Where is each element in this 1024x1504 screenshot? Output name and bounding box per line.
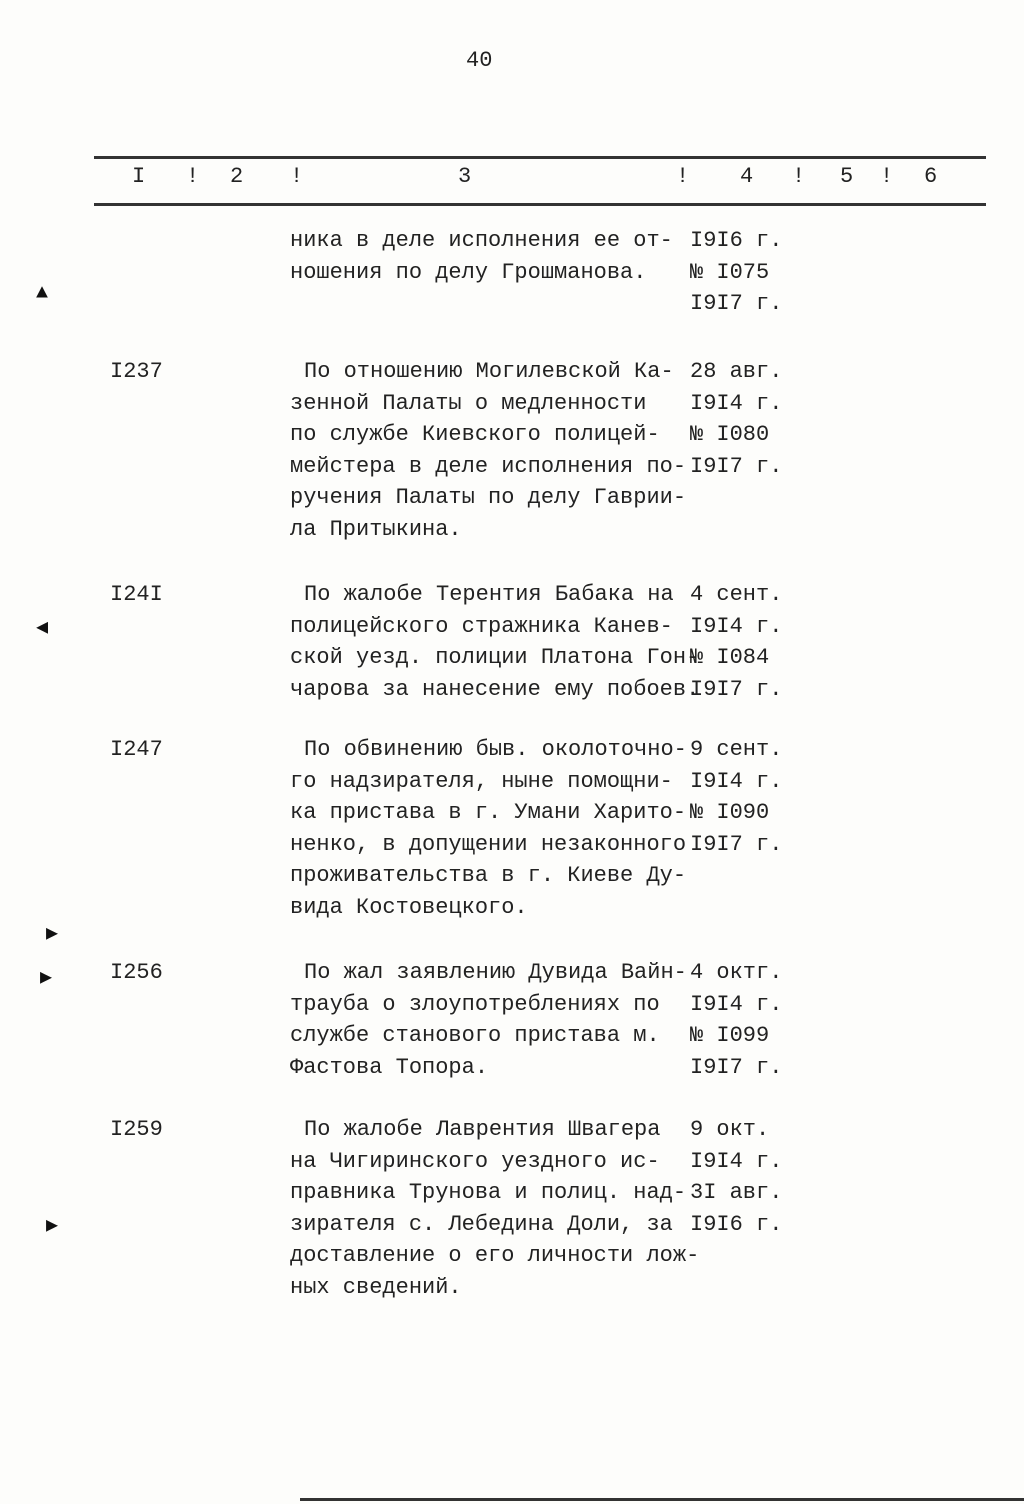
date-line: I9I4 г. <box>690 390 783 416</box>
entry-description <box>290 734 687 923</box>
date-line: № I090 <box>690 800 770 825</box>
header-col-1: I <box>132 164 146 189</box>
description-line: По жалобе Лаврентия Швагера <box>304 1117 661 1142</box>
description-line: проживательства в г. Киеве Ду- <box>290 863 687 888</box>
date-line: № I084 <box>690 645 770 670</box>
description-line: чарова за нанесение ему побоев. <box>290 676 700 702</box>
date-line: I9I7 г. <box>690 1054 783 1080</box>
entry-number: I259 <box>110 1117 163 1142</box>
description-line: Фастова Топора. <box>290 1054 489 1080</box>
description-line: ника в деле исполнения ее от- <box>290 228 673 253</box>
description-line: По жалобе Терентия Бабака на <box>304 582 674 607</box>
date-line: 9 окт. <box>690 1117 770 1142</box>
description-line: ской уезд. полиции Платона Гон- <box>290 645 700 670</box>
date-line: 3I авг. <box>690 1180 783 1205</box>
entry-dates <box>690 1114 782 1240</box>
description-line: ношения по делу Грошманова. <box>290 259 647 285</box>
date-line: I9I7 г. <box>690 453 783 479</box>
header-top-rule <box>94 156 986 159</box>
entry-dates <box>690 356 782 482</box>
description-line: ных сведений. <box>290 1274 462 1300</box>
entry-number: I237 <box>110 359 163 384</box>
description-line: ла Притыкина. <box>290 516 462 542</box>
punch-mark-icon: ◀ <box>36 617 49 640</box>
date-line: I9I7 г. <box>690 291 783 316</box>
entry-description <box>290 1114 699 1303</box>
header-col-2: 2 <box>230 164 244 189</box>
description-line: го надзирателя, ныне помощни- <box>290 768 673 794</box>
header-col-4: 4 <box>740 164 754 189</box>
description-line: ручения Палаты по делу Гаврии- <box>290 485 687 510</box>
header-sep: ! <box>880 164 894 189</box>
entry-description <box>290 957 687 1083</box>
description-line: зирателя с. Лебедина Доли, за <box>290 1211 673 1237</box>
entry-dates <box>690 957 782 1083</box>
date-line: I9I6 г. <box>690 1211 783 1237</box>
description-line: доставление о его личности лож- <box>290 1243 700 1268</box>
header-sep: ! <box>290 164 304 189</box>
description-line: на Чигиринского уездного ис- <box>290 1148 660 1174</box>
date-line: 9 сент. <box>690 737 783 762</box>
date-line: 4 сент. <box>690 582 783 607</box>
description-line: ка пристава в г. Умани Харито- <box>290 800 687 825</box>
description-line: службе станового пристава м. <box>290 1023 660 1048</box>
date-line: I9I4 г. <box>690 613 783 639</box>
entry-number: I247 <box>110 737 163 762</box>
date-line: № I075 <box>690 259 770 285</box>
punch-mark-icon: ▶ <box>40 967 53 990</box>
description-line: трауба о злоупотреблениях по <box>290 991 660 1017</box>
date-line: 28 авг. <box>690 359 783 384</box>
header-bottom-rule <box>94 203 986 206</box>
header-col-3: 3 <box>458 164 472 189</box>
header-sep: ! <box>186 164 200 189</box>
header-col-6: 6 <box>924 164 938 189</box>
date-line: № I080 <box>690 422 770 447</box>
description-line: вида Костовецкого. <box>290 894 528 920</box>
description-line: По отношению Могилевской Ка- <box>304 359 674 384</box>
description-line: мейстера в деле исполнения по- <box>290 453 687 479</box>
description-line: По жал заявлению Дувида Вайн- <box>304 960 687 985</box>
date-line: I9I6 г. <box>690 228 783 253</box>
entry-description <box>290 225 673 288</box>
entry-dates <box>690 225 782 320</box>
punch-mark-icon: ▲ <box>36 282 49 305</box>
header-col-5: 5 <box>840 164 854 189</box>
entry-dates <box>690 579 782 705</box>
entry-description <box>290 356 686 545</box>
entry-number: I256 <box>110 960 163 985</box>
description-line: ненко, в допущении незаконного <box>290 831 687 857</box>
entry-number: I24I <box>110 582 163 607</box>
bottom-rule <box>300 1498 1024 1501</box>
date-line: № I099 <box>690 1023 770 1048</box>
punch-mark-icon: ▶ <box>46 1215 59 1238</box>
header-sep: ! <box>676 164 690 189</box>
page-number: 40 <box>466 48 493 73</box>
punch-mark-icon: ▶ <box>46 923 59 946</box>
description-line: полицейского стражника Канев- <box>290 613 673 639</box>
entry-description <box>290 579 699 705</box>
date-line: I9I4 г. <box>690 991 783 1017</box>
header-sep: ! <box>792 164 806 189</box>
date-line: I9I4 г. <box>690 768 783 794</box>
description-line: правника Трунова и полиц. над- <box>290 1180 687 1205</box>
entry-dates <box>690 734 782 860</box>
date-line: I9I4 г. <box>690 1148 783 1174</box>
date-line: I9I7 г. <box>690 831 783 857</box>
description-line: по службе Киевского полицей- <box>290 422 660 447</box>
description-line: По обвинению быв. околоточно- <box>304 737 687 762</box>
date-line: I9I7 г. <box>690 676 783 702</box>
description-line: зенной Палаты о медленности <box>290 390 647 416</box>
date-line: 4 октг. <box>690 960 783 985</box>
